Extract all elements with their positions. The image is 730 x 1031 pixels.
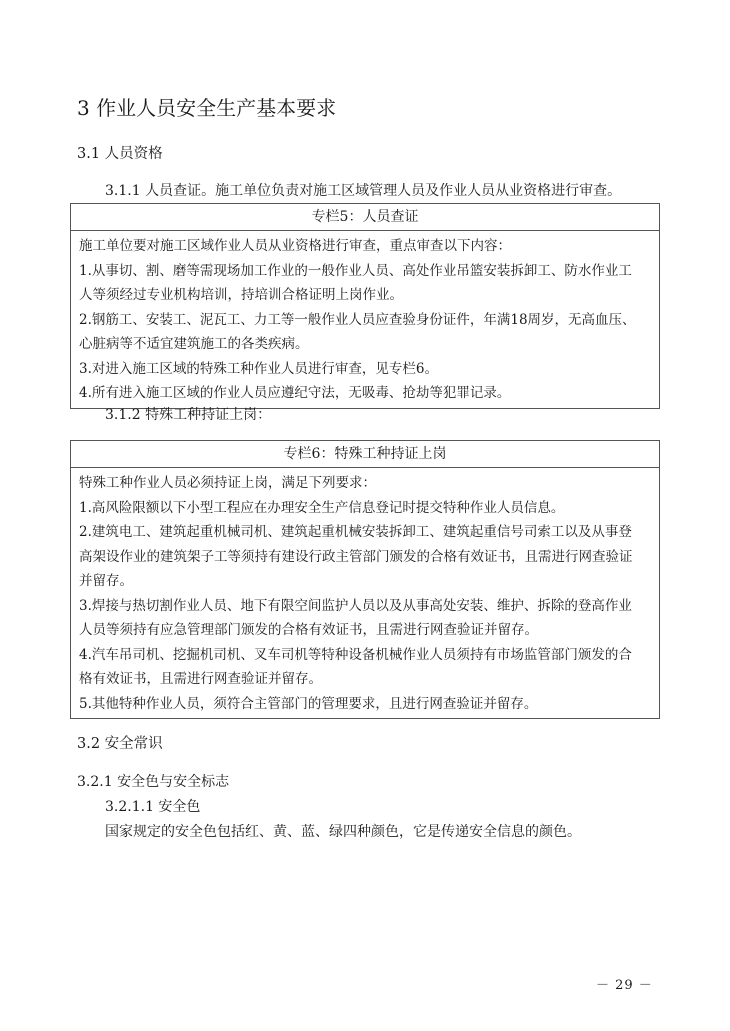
box-5-line: 施工单位要对施工区域作业人员从业资格进行审查，重点审查以下内容： [79,238,511,254]
box-5-body [71,231,659,408]
paragraph-safety-color: 国家规定的安全色包括红、黄、蓝、绿四种颜色，它是传递安全信息的颜色。 [105,824,581,840]
box-5-line: 3.对进入施工区域的特殊工种作业人员进行审查，见专栏6。 [79,360,438,377]
box-6-line: 4.汽车吊司机、挖掘机司机、叉车司机等特种设备机械作业人员须持有市场监管部门颁发的合 [79,646,632,663]
box-6-line: 1.高风险限额以下小型工程应在办理安全生产信息登记时提交特种作业人员信息。 [79,499,565,516]
section-heading-3-1: 3.1 人员资格 [77,146,163,162]
section-heading-3-2: 3.2 安全常识 [77,736,163,752]
box-6-line: 人员等须持有应急管理部门颁发的合格有效证书，且需进行网查验证并留存。 [79,622,538,638]
chapter-heading: 3 作业人员安全生产基本要求 [77,96,337,120]
box-6-body [71,468,659,718]
box-6-title: 专栏6：特殊工种持证上岗 [71,441,659,468]
clause-3-1-1: 3.1.1 人员查证。施工单位负责对施工区域管理人员及作业人员从业资格进行审查。 [105,183,622,199]
box-5-line: 4.所有进入施工区域的作业人员应遵纪守法，无吸毒、抢劫等犯罪记录。 [79,385,511,401]
clause-3-2-1: 3.2.1 安全色与安全标志 [77,774,230,790]
clause-3-1-2: 3.1.2 特殊工种持证上岗： [105,407,272,423]
box-6-line: 并留存。 [79,573,133,589]
box-5-line: 1.从事切、割、磨等需现场加工作业的一般作业人员、高处作业吊篮安装拆卸工、防水作业工 [79,262,632,279]
box-5-line: 人等须经过专业机构培训，持培训合格证明上岗作业。 [79,287,403,303]
box-6-line: 格有效证书，且需进行网查验证并留存。 [79,671,322,687]
box-6-line: 特殊工种作业人员必须持证上岗，满足下列要求： [79,475,376,491]
page-number: － 29 － [596,978,653,993]
box-6-line: 高架设作业的建筑架子工等须持有建设行政主管部门颁发的合格有效证书，且需进行网查验证 [79,548,633,565]
box-6-line: 2.建筑电工、建筑起重机械司机、建筑起重机械安装拆卸工、建筑起重信号司索工以及从事登 [79,524,632,540]
box-6-line: 3.焊接与热切割作业人员、地下有限空间监护人员以及从事高处安装、维护、拆除的登高作业 [79,597,632,614]
box-6-line: 5.其他特种作业人员，须符合主管部门的管理要求，且进行网查验证并留存。 [79,695,538,712]
clause-3-2-1-1: 3.2.1.1 安全色 [105,799,201,815]
box-5-line: 2.钢筋工、安装工、泥瓦工、力工等一般作业人员应查验身份证件，年满18周岁，无高血压、 [79,311,636,328]
box-5-line: 心脏病等不适宜建筑施工的各类疾病。 [79,336,309,352]
box-5-title: 专栏5：人员查证 [71,204,659,231]
sidebar-box-6 [70,440,660,719]
sidebar-box-5 [70,203,660,409]
